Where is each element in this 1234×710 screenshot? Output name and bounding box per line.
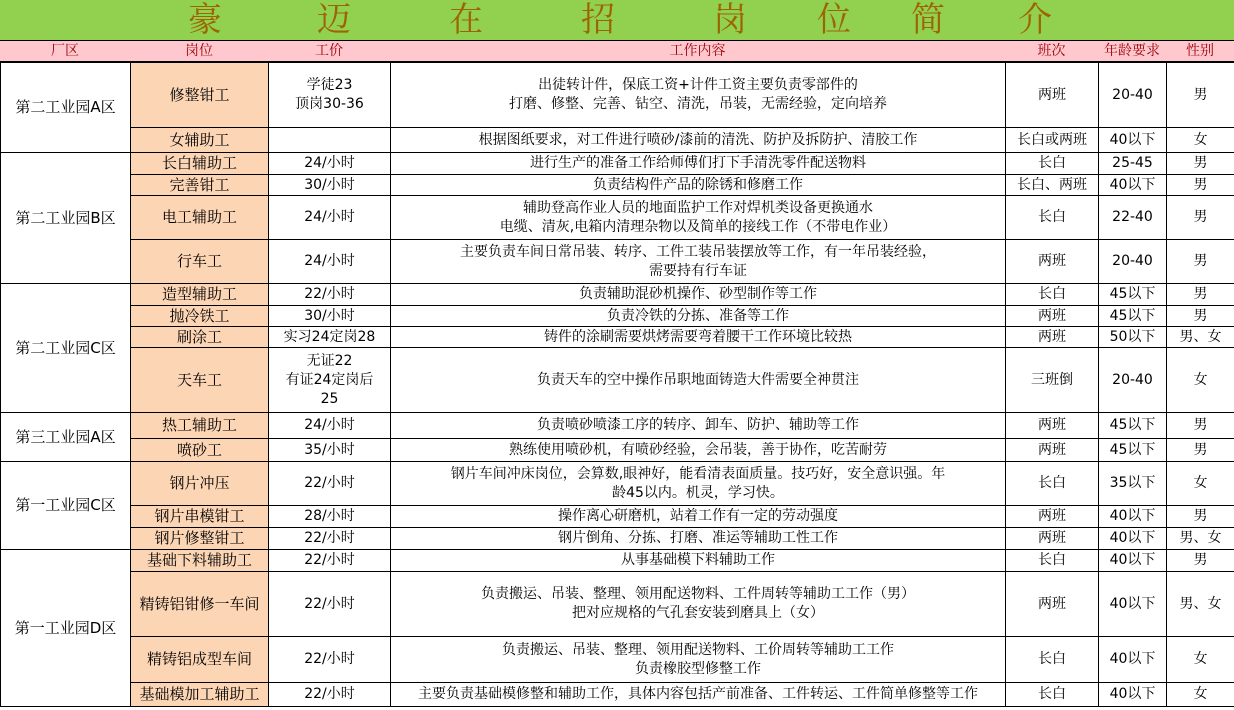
shift-cell: 两班 — [1006, 439, 1099, 462]
gender-cell: 男 — [1167, 175, 1234, 196]
position-cell: 抛冷铁工 — [131, 306, 269, 327]
table-row — [1, 128, 1234, 153]
header-factory: 厂区 — [51, 43, 79, 59]
gender-cell: 男 — [1167, 240, 1234, 284]
shift-cell: 长白 — [1006, 284, 1099, 306]
age-cell: 40以下 — [1099, 572, 1167, 637]
title-char: 位 — [817, 0, 851, 40]
wage-cell — [269, 506, 391, 528]
content-cell — [391, 439, 1006, 462]
gender-cell: 男、女 — [1167, 327, 1234, 348]
wage-cell — [269, 240, 391, 284]
gender-cell: 女 — [1167, 128, 1234, 153]
shift-cell: 两班 — [1006, 327, 1099, 348]
position-cell: 修整钳工 — [131, 63, 269, 128]
gender-cell: 女 — [1167, 462, 1234, 506]
content-cell — [391, 683, 1006, 707]
table-row — [1, 348, 1234, 413]
wage-cell — [269, 175, 391, 196]
header-content: 工作内容 — [669, 43, 726, 59]
position-cell: 喷砂工 — [131, 439, 269, 462]
age-cell: 45以下 — [1099, 284, 1167, 306]
position-cell: 刷涂工 — [131, 327, 269, 348]
content-cell-line: 出徒转计件，保底工资+计件工资主要负责零部件的 — [538, 77, 858, 93]
shift-cell: 两班 — [1006, 506, 1099, 528]
factory-cell: 第二工业园C区 — [1, 284, 131, 413]
gender-cell: 男 — [1167, 550, 1234, 572]
position-cell: 电工辅助工 — [131, 196, 269, 240]
wage-cell-line: 22/小时 — [304, 286, 355, 302]
age-cell: 40以下 — [1099, 637, 1167, 683]
table-row — [1, 572, 1234, 637]
wage-cell-line: 25 — [320, 390, 339, 407]
position-cell: 精铸铝钳修一车间 — [131, 572, 269, 637]
gender-cell: 女 — [1167, 637, 1234, 683]
gender-cell: 男 — [1167, 153, 1234, 175]
wage-cell — [269, 462, 391, 506]
title-char: 在 — [449, 0, 483, 40]
content-cell — [391, 63, 1006, 128]
shift-cell: 长白 — [1006, 550, 1099, 572]
age-cell: 45以下 — [1099, 306, 1167, 327]
wage-cell — [269, 284, 391, 306]
content-cell-line: 把对应规格的气孔套安装到磨具上（女） — [572, 605, 824, 621]
age-cell: 50以下 — [1099, 327, 1167, 348]
table-row — [1, 506, 1234, 528]
age-cell: 20-40 — [1099, 348, 1167, 413]
position-cell: 行车工 — [131, 240, 269, 284]
wage-cell — [269, 572, 391, 637]
content-cell — [391, 550, 1006, 572]
content-cell-line: 负责结构件产品的除锈和修磨工作 — [593, 176, 803, 193]
content-cell-line: 负责搬运、吊装、整理、领用配送物料、工件周转等辅助工工作（男） — [481, 586, 915, 602]
content-cell-line: 负责橡胶型修整工作 — [635, 660, 761, 677]
wage-cell — [269, 306, 391, 327]
header-wage: 工价 — [315, 43, 343, 59]
content-cell-line: 负责冷铁的分拣、准备等工作 — [607, 307, 789, 324]
shift-cell: 两班 — [1006, 528, 1099, 550]
content-cell — [391, 153, 1006, 175]
shift-cell: 长白 — [1006, 637, 1099, 683]
table-row — [1, 413, 1234, 439]
content-cell-line: 根据图纸要求，对工件进行喷砂/漆前的清洗、防护及拆防护、清胶工作 — [478, 131, 918, 148]
shift-cell: 长白 — [1006, 683, 1099, 707]
shift-cell: 长白 — [1006, 462, 1099, 506]
age-cell: 25-45 — [1099, 153, 1167, 175]
wage-cell — [269, 128, 391, 153]
position-cell: 热工辅助工 — [131, 413, 269, 439]
content-cell-line: 钢片倒角、分拣、打磨、准运等辅助工性工作 — [558, 530, 838, 546]
title-char: 迈 — [317, 0, 351, 40]
wage-cell — [269, 63, 391, 128]
content-cell — [391, 306, 1006, 327]
shift-cell: 两班 — [1006, 306, 1099, 327]
wage-cell — [269, 439, 391, 462]
table-row — [1, 683, 1234, 707]
table-row — [1, 550, 1234, 572]
age-cell: 40以下 — [1099, 175, 1167, 196]
wage-cell-line: 有证24定岗后 — [285, 371, 374, 388]
shift-cell: 两班 — [1006, 63, 1099, 128]
column-header-row — [0, 41, 1234, 62]
wage-cell — [269, 413, 391, 439]
age-cell: 40以下 — [1099, 128, 1167, 153]
wage-cell-line: 35/小时 — [304, 441, 355, 458]
wage-cell — [269, 153, 391, 175]
content-cell — [391, 413, 1006, 439]
title-char: 简 — [911, 0, 945, 40]
gender-cell: 男 — [1167, 506, 1234, 528]
table-row — [1, 240, 1234, 284]
title-char: 豪 — [188, 0, 222, 40]
table-row — [1, 439, 1234, 462]
position-cell: 精铸铝成型车间 — [131, 637, 269, 683]
wage-cell-line: 30/小时 — [304, 307, 355, 324]
content-cell-line: 需要持有行车证 — [649, 262, 747, 279]
wage-cell-line: 22/小时 — [304, 552, 355, 568]
wage-cell-line: 24/小时 — [304, 155, 355, 171]
content-cell-line: 辅助登高作业人员的地面监护工作对焊机类设备更换通水 — [523, 199, 873, 216]
wage-cell-line: 22/小时 — [304, 475, 355, 491]
position-cell: 女辅助工 — [131, 128, 269, 153]
content-cell-line: 铸件的涂刷需要烘烤需要弯着腰干工作环境比较热 — [544, 328, 852, 345]
age-cell: 40以下 — [1099, 506, 1167, 528]
position-cell: 长白辅助工 — [131, 153, 269, 175]
wage-cell — [269, 683, 391, 707]
age-cell: 40以下 — [1099, 550, 1167, 572]
wage-cell — [269, 348, 391, 413]
age-cell: 45以下 — [1099, 413, 1167, 439]
header-shift: 班次 — [1037, 43, 1066, 59]
table-row — [1, 528, 1234, 550]
content-cell-line: 负责喷砂喷漆工序的转序、卸车、防护、辅助等工作 — [537, 417, 859, 433]
gender-cell: 女 — [1167, 683, 1234, 707]
content-cell-line: 负责天车的空中操作吊职地面铸造大件需要全神贯注 — [537, 371, 859, 388]
wage-cell — [269, 550, 391, 572]
wage-cell — [269, 327, 391, 348]
content-cell-line: 主要负责基础模修整和辅助工作，具体内容包括产前准备、工件转运、工件简单修整等工作 — [418, 686, 978, 702]
title-char: 介 — [1018, 0, 1052, 40]
wage-cell-line: 22/小时 — [304, 686, 355, 702]
factory-cell: 第二工业园B区 — [1, 153, 131, 284]
table-row — [1, 327, 1234, 348]
shift-cell: 两班 — [1006, 572, 1099, 637]
content-cell — [391, 196, 1006, 240]
gender-cell: 男、女 — [1167, 572, 1234, 637]
factory-cell: 第一工业园C区 — [1, 462, 131, 550]
content-cell-line: 负责辅助混砂机操作、砂型制作等工作 — [579, 286, 817, 302]
position-cell: 造型辅助工 — [131, 284, 269, 306]
position-cell: 钢片冲压 — [131, 462, 269, 506]
content-cell-line: 操作离心研磨机，站着工作有一定的劳动强度 — [558, 508, 838, 524]
header-position: 岗位 — [185, 43, 213, 59]
table-row — [1, 637, 1234, 683]
header-gender: 性别 — [1186, 43, 1214, 59]
table-row — [1, 153, 1234, 175]
gender-cell: 男 — [1167, 284, 1234, 306]
wage-cell — [269, 196, 391, 240]
position-cell: 基础模加工辅助工 — [131, 683, 269, 707]
age-cell: 35以下 — [1099, 462, 1167, 506]
shift-cell: 长白 — [1006, 196, 1099, 240]
age-cell: 20-40 — [1099, 240, 1167, 284]
shift-cell: 长白或两班 — [1006, 128, 1099, 153]
position-cell: 完善钳工 — [131, 175, 269, 196]
shift-cell: 两班 — [1006, 413, 1099, 439]
shift-cell: 长白 — [1006, 153, 1099, 175]
content-cell — [391, 506, 1006, 528]
table-row — [1, 196, 1234, 240]
content-cell — [391, 327, 1006, 348]
table-row — [1, 306, 1234, 327]
content-cell-line: 负责搬运、吊装、整理、领用配送物料、工价周转等辅助工工作 — [502, 641, 894, 658]
content-cell — [391, 128, 1006, 153]
gender-cell: 女 — [1167, 348, 1234, 413]
gender-cell: 男、女 — [1167, 528, 1234, 550]
age-cell: 22-40 — [1099, 196, 1167, 240]
content-cell — [391, 284, 1006, 306]
position-cell: 基础下料辅助工 — [131, 550, 269, 572]
content-cell — [391, 637, 1006, 683]
wage-cell-line: 22/小时 — [304, 651, 355, 667]
table-row — [1, 63, 1234, 128]
wage-cell-line: 22/小时 — [304, 595, 355, 612]
title-char: 岗 — [713, 0, 747, 40]
page-title-banner — [0, 0, 1234, 41]
wage-cell-line: 22/小时 — [304, 530, 355, 546]
gender-cell: 男 — [1167, 413, 1234, 439]
wage-cell-line: 30/小时 — [304, 176, 355, 193]
jobs-table — [0, 62, 1234, 707]
age-cell: 40以下 — [1099, 683, 1167, 707]
title-char: 招 — [581, 0, 615, 40]
content-cell-line: 从事基础模下料辅助工作 — [621, 552, 775, 568]
shift-cell: 两班 — [1006, 240, 1099, 284]
content-cell — [391, 175, 1006, 196]
content-cell — [391, 348, 1006, 413]
age-cell: 20-40 — [1099, 63, 1167, 128]
wage-cell-line: 顶岗30-36 — [295, 96, 364, 112]
age-cell: 40以下 — [1099, 528, 1167, 550]
gender-cell: 男 — [1167, 63, 1234, 128]
content-cell-line: 龄45以内。机灵，学习快。 — [612, 484, 784, 501]
table-row — [1, 175, 1234, 196]
content-cell — [391, 462, 1006, 506]
content-cell-line: 打磨、修整、完善、钻空、清洗，吊装，无需经验，定向培养 — [509, 96, 887, 112]
wage-cell-line: 24/小时 — [304, 209, 355, 225]
table-row — [1, 284, 1234, 306]
position-cell: 钢片串模钳工 — [131, 506, 269, 528]
header-age: 年龄要求 — [1104, 43, 1160, 59]
content-cell-line: 熟练使用喷砂机，有喷砂经验，会吊装，善于协作，吃苦耐劳 — [509, 441, 887, 458]
shift-cell: 三班倒 — [1006, 348, 1099, 413]
shift-cell: 长白、两班 — [1006, 175, 1099, 196]
position-cell: 钢片修整钳工 — [131, 528, 269, 550]
gender-cell: 男 — [1167, 196, 1234, 240]
wage-cell-line: 无证22 — [306, 352, 353, 369]
wage-cell-line: 24/小时 — [304, 253, 355, 269]
wage-cell — [269, 637, 391, 683]
factory-cell: 第三工业园A区 — [1, 413, 131, 462]
content-cell — [391, 240, 1006, 284]
gender-cell: 男 — [1167, 439, 1234, 462]
factory-cell: 第一工业园D区 — [1, 550, 131, 707]
content-cell-line: 主要负责车间日常吊装、转序、工件工装吊装摆放等工作，有一年吊装经验， — [460, 243, 936, 260]
wage-cell-line: 实习24定岗28 — [283, 328, 376, 345]
table-row — [1, 462, 1234, 506]
position-cell: 天车工 — [131, 348, 269, 413]
factory-cell: 第二工业园A区 — [1, 63, 131, 153]
age-cell: 45以下 — [1099, 439, 1167, 462]
content-cell — [391, 572, 1006, 637]
wage-cell — [269, 528, 391, 550]
wage-cell-line: 24/小时 — [304, 417, 355, 433]
wage-cell-line: 学徒23 — [306, 77, 353, 93]
content-cell-line: 电缆、清灰,电箱内清理杂物以及简单的接线工作（不带电作业） — [499, 218, 897, 235]
content-cell — [391, 528, 1006, 550]
content-cell-line: 钢片车间冲床岗位，会算数,眼神好，能看清表面质量。技巧好，安全意识强。年 — [450, 465, 946, 482]
content-cell-line: 进行生产的准备工作给师傅们打下手清洗零件配送物料 — [530, 155, 866, 171]
wage-cell-line: 28/小时 — [304, 508, 355, 524]
gender-cell: 男 — [1167, 306, 1234, 327]
